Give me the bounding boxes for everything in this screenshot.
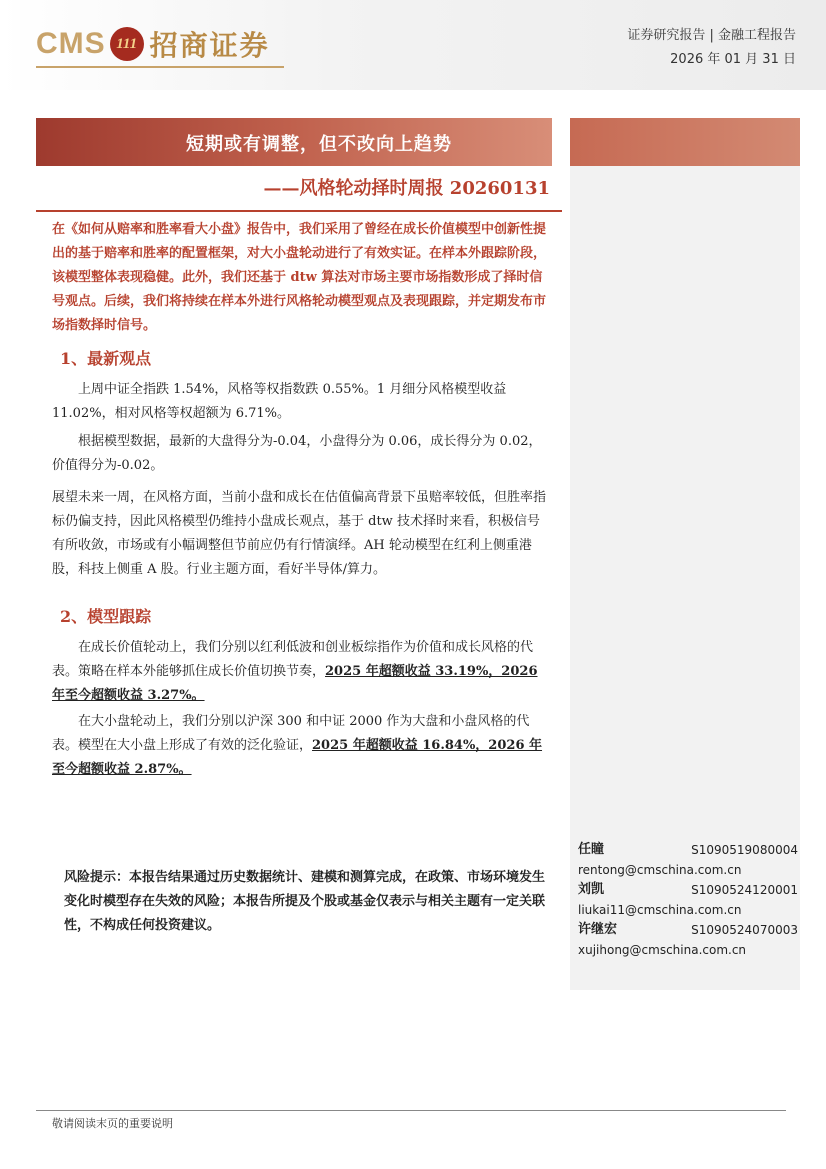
section2-p1-text: 在成长价值轮动上，我们分别以红利低波和创业板综指作为价值和成长风格的代表。策略在样本外能够抓住成长价值切换节奏， (52, 640, 534, 679)
report-date: 2026 年 01 月 31 日 (670, 52, 796, 67)
author-email: rentong@cmschina.com.cn (578, 863, 742, 877)
author-cert: S1090519080004 (691, 843, 798, 857)
section-title-latest-view: 1、最新观点 (60, 349, 152, 368)
company-logo (36, 22, 270, 66)
section2-paragraph-2 (52, 710, 552, 782)
risk-warning: 风险提示：本报告结果通过历史数据统计、建模和测算完成，在政策、市场环境发生变化时模型存在失效的风险；本报告所提及个股或基金仅表示与相关主题有一定关联性，不构成任何投资建议。 (64, 870, 546, 933)
author-name: 许继宏 (578, 922, 618, 937)
abstract: 在《如何从赔率和胜率看大小盘》报告中，我们采用了曾经在成长价值模型中创新性提出的基于赔率和胜率的配置框架，对大小盘轮动进行了有效实证。在样本外跟踪阶段，该模型整体表现稳健。此外，我们还基于 dtw 算法对市场主要市场指数形成了择时信号观点。后续，我们将持续在样本外进行风格轮动模型观点及表现跟踪，并定期发布市场指数择时信号。 (52, 222, 547, 333)
section2-p2-highlight: 2025 年超额收益 16.84%，2026 年至今超额收益 2.87%。 (52, 738, 543, 777)
author-email: liukai11@cmschina.com.cn (578, 903, 742, 917)
sidebar-header-bar (570, 118, 800, 166)
author-name: 刘凯 (578, 882, 605, 897)
section1-paragraph-1: 上周中证全指跌 1.54%，风格等权指数跌 0.55%。1 月细分风格模型收益 11.02%，相对风格等权超额为 6.71%。 (52, 382, 507, 421)
section2-p2-text: 在大小盘轮动上，我们分别以沪深 300 和中证 2000 作为大盘和小盘风格的代表。模型在大小盘上形成了有效的泛化验证， (52, 714, 530, 753)
author-row (578, 920, 798, 940)
author-name: 任瞳 (578, 842, 605, 857)
title-bar (36, 118, 552, 166)
report-subtitle: ——风格轮动择时周报 20260131 (263, 178, 550, 199)
author-cert: S1090524070003 (691, 923, 798, 937)
author-email: xujihong@cmschina.com.cn (578, 943, 747, 957)
footer-divider (36, 1110, 786, 1111)
header-info (627, 24, 796, 72)
author-row (578, 840, 798, 860)
section1-paragraph-2: 根据模型数据，最新的大盘得分为-0.04，小盘得分为 0.06，成长得分为 0.02，价值得分为-0.02。 (52, 434, 542, 473)
section2-paragraph-1 (52, 636, 552, 708)
logo-cn-text: 招商证券 (149, 29, 270, 62)
section2-p1-highlight: 2025 年超额收益 33.19%，2026 年至今超额收益 3.27%。 (52, 664, 538, 703)
author-cert: S1090524120001 (691, 883, 798, 897)
section-title-model-tracking: 2、模型跟踪 (60, 607, 152, 626)
author-list (578, 840, 798, 960)
section1-paragraph-3: 展望未来一周，在风格方面，当前小盘和成长在估值偏高背景下虽赔率较低，但胜率指标仍偏支持，因此风格模型仍维持小盘成长观点，基于 dtw 技术择时来看，积极信号有所收敛，市场或有小幅调整但节前应仍有行情演绎。AH 轮动模型在红利上侧重港股，科技上侧重 A 股。行业主题方面，看好半导体/算力。 (52, 490, 547, 577)
logo-text: CMS (36, 27, 106, 60)
report-type: 证券研究报告 | 金融工程报告 (627, 28, 796, 43)
logo-underline (36, 66, 284, 68)
report-title: 短期或有调整，但不改向上趋势 (186, 134, 452, 155)
author-row (578, 880, 798, 900)
footer-note: 敬请阅读末页的重要说明 (52, 1117, 173, 1130)
title-divider (36, 210, 562, 212)
logo-mark-icon: 111 (110, 27, 144, 61)
